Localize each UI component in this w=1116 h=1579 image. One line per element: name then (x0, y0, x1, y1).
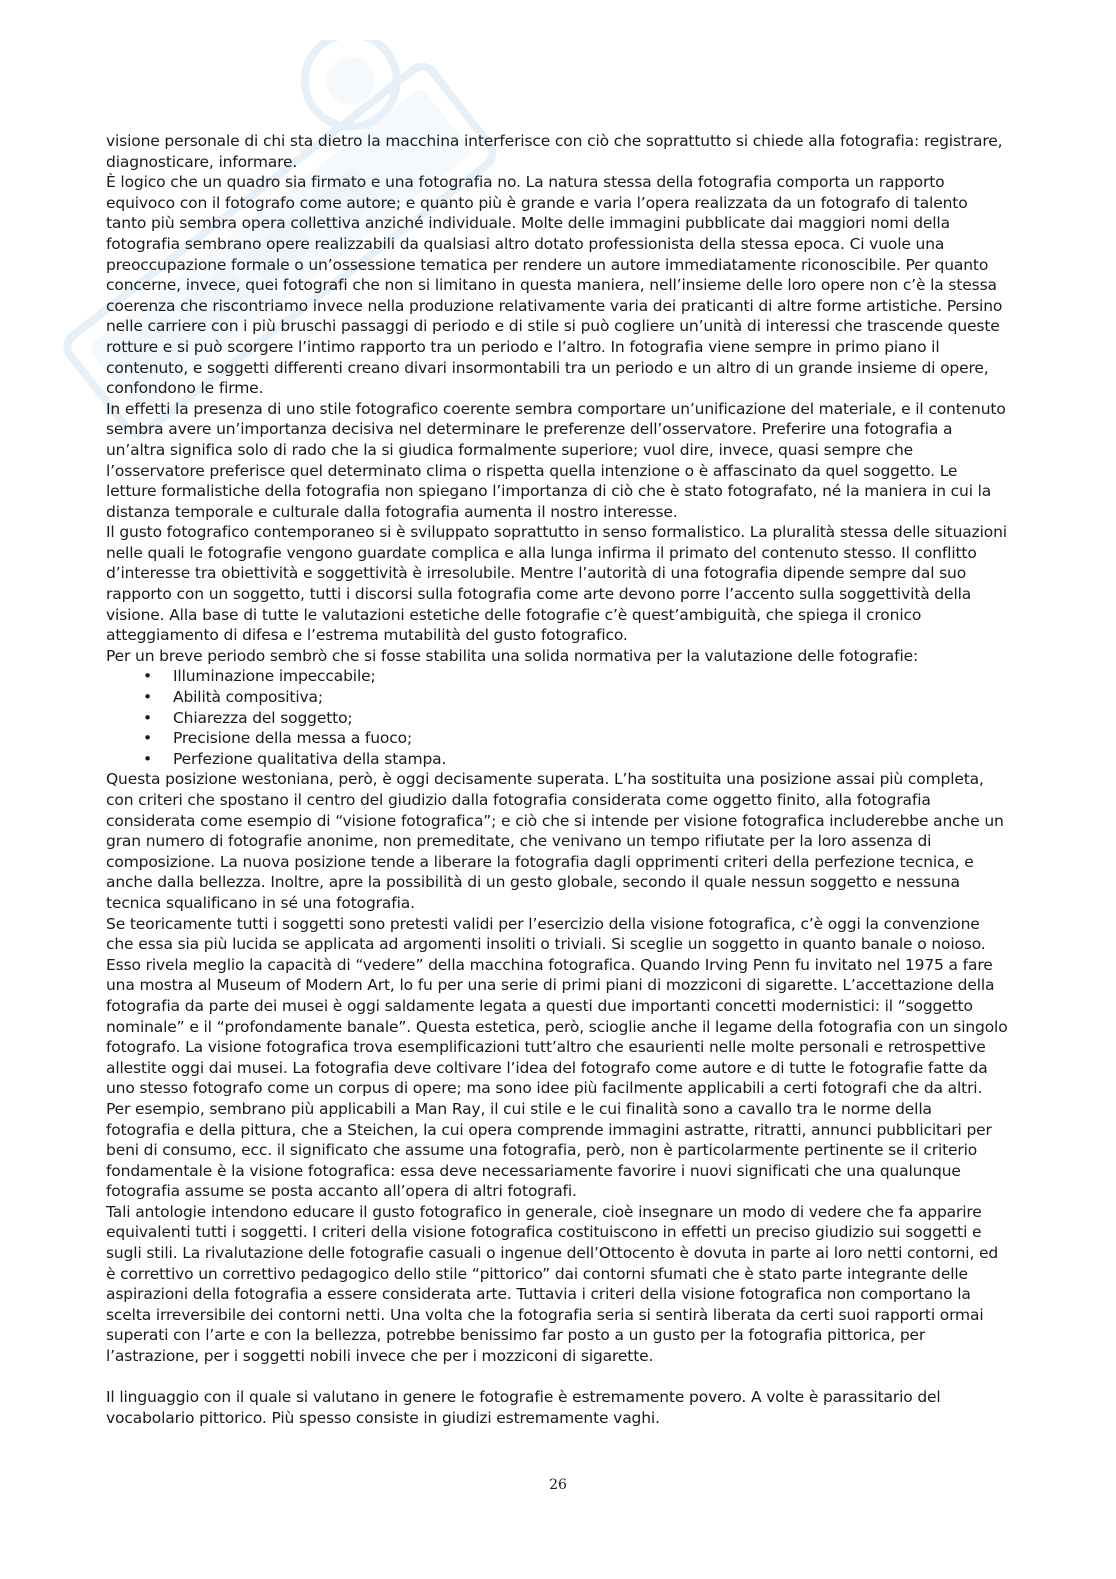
page-number: 26 (549, 1477, 567, 1493)
paragraph: Se teoricamente tutti i soggetti sono pretesti validi per l’esercizio della visione fotografica, c’è oggi la convenzione che essa sia più lucida se applicata ad argomenti insoliti o triviali. Si sceglie un soggetto in quanto banale o noioso. Esso rivela meglio la capacità di “vedere” della macchina fotografica. Quando Irving Penn fu invitato nel 1975 a fare una mostra al Museum of Modern Art, lo fu per una serie di primi piani di mozziconi di sigarette. L’accettazione della fotografia da parte dei musei è oggi saldamente legata a questi due importanti concetti modernistici: il “soggetto nominale” e il “profondamente banale”. Questa estetica, però, scioglie anche il legame della fotografia con un singolo fotografo. La visione fotografica trova esemplificazioni tutt’altro che esaurienti nelle molte personali e retrospettive allestite oggi dai musei. La fotografia deve coltivare l’idea del fotografo come autore e di tutte le fotografie fatte da uno stesso fotografo come un corpus di opere; ma sono idee più facilmente applicabili a certi fotografi che da altri. Per esempio, sembrano più applicabili a Man Ray, il cui stile e le cui finalità sono a cavallo tra le norme della fotografia e della pittura, che a Steichen, la cui opera comprende immagini astratte, ritratti, annunci pubblicitari per beni di consumo, ecc. il significato che assume una fotografia, però, non è particolarmente pertinente se il criterio fondamentale è la visione fotografica: essa deve necessariamente favorire i nuovi significati che una qualunque fotografia assume se posta accanto all’opera di altri fotografi. (106, 914, 1008, 1201)
paragraph: Il gusto fotografico contemporaneo si è sviluppato soprattutto in senso formalistico. La pluralità stessa delle situazioni nelle quali le fotografie vengono guardate complica e alla lunga infirma il primato del contenuto stesso. Il conflitto d’interesse tra obiettività e soggettività è irresolubile. Mentre l’autorità di una fotografia dipende sempre dal suo rapporto con un soggetto, tutti i discorsi sulla fotografia come arte devono porre l’accento sulla soggettività della visione. Alla base di tutte le valutazioni estetiche delle fotografie c’è quest’ambiguità, che spiega il cronico atteggiamento di difesa e l’estrema mutabilità del gusto fotografico. (106, 523, 1007, 645)
criteria-list (106, 666, 1008, 769)
list-item (106, 687, 1008, 708)
list-item (106, 666, 1008, 687)
list-item-text: Perfezione qualitativa della stampa. (173, 749, 447, 768)
paragraph: Tali antologie intendono educare il gusto fotografico in generale, cioè insegnare un modo di vedere che fa apparire equivalenti tutti i soggetti. I criteri della visione fotografica costituiscono in effetti un preciso giudizio sui soggetti e sugli stili. La rivalutazione delle fotografie casuali o ingenue dell’Ottocento è dovuta in parte ai loro netti contorni, ed è correttivo un correttivo pedagogico dello stile “pittorico” dai contorni sfumati che è stato parte integrante delle aspirazioni della fotografia a essere considerata arte. Tuttavia i criteri della visione fotografica non comportano la scelta irreversibile dei contorni netti. Una volta che la fotografia seria si sentirà liberata da certi suoi rapporti ormai superati con l’arte e con la bellezza, potrebbe benissimo far posto a un gusto per la fotografia pittorica, per l’astrazione, per i soggetti nobili invece che per i mozziconi di sigarette. (106, 1202, 999, 1366)
list-item-text: Illuminazione impeccabile; (173, 667, 376, 686)
list-item-text: Abilità compositiva; (173, 688, 323, 707)
paragraph: Per un breve periodo sembrò che si fosse stabilita una solida normativa per la valutazione delle fotografie: (106, 646, 919, 665)
bullet-icon: • (143, 749, 152, 768)
list-item (106, 749, 1008, 770)
bullet-icon: • (143, 688, 152, 707)
bullet-icon: • (143, 729, 152, 748)
document-body (106, 131, 1008, 1428)
list-item (106, 728, 1008, 749)
paragraph: In effetti la presenza di uno stile fotografico coerente sembra comportare un’unificazione del materiale, e il contenuto sembra avere un’importanza decisiva nel determinare le preferenze dell’osservatore. Preferire una fotografia a un’altra significa solo di rado che la si giudica formalmente superiore; vuol dire, invece, quasi sempre che l’osservatore preferisce quel determinato clima o rispetta quella intenzione o è affascinato da quel soggetto. Le letture formalistiche della fotografia non spiegano l’importanza di ciò che è stato fotografato, né la maniera in cui la distanza temporale e culturale dalla fotografia aumenta il nostro interesse. (106, 399, 1006, 521)
paragraph: È logico che un quadro sia firmato e una fotografia no. La natura stessa della fotografia comporta un rapporto equivoco con il fotografo come autore; e quanto più è grande e varia l’opera realizzata da un fotografo di talento tanto più sembra opera collettiva anziché individuale. Molte delle immagini pubblicate dai maggiori nomi della fotografia sembrano opere realizzabili da qualsiasi altro dotato professionista della stessa epoca. Ci vuole una preoccupazione formale o un’ossessione tematica per rendere un autore immediatamente riconoscibile. Per quanto concerne, invece, quei fotografi che non si limitano in questa maniera, nell’insieme delle loro opere non c’è la stessa coerenza che riscontriamo invece nella produzione relativamente varia dei praticanti di altre forme artistiche. Persino nelle carriere con i più bruschi passaggi di periodo e di stile si può cogliere un’unità di interessi che trascende queste rotture e si può scorgere l’intimo rapporto tra un periodo e l’altro. In fotografia viene sempre in primo piano il contenuto, e soggetti differenti creano divari insormontabili tra un periodo e un altro di un grande insieme di opere, confondono le firme. (106, 173, 1003, 398)
bullet-icon: • (143, 667, 152, 686)
paragraph: Questa posizione westoniana, però, è oggi decisamente superata. L’ha sostituita una posizione assai più completa, con criteri che spostano il centro del giudizio dalla fotografia considerata come oggetto finito, alla fotografia considerata come esempio di “visione fotografica”; e ciò che si intende per visione fotografica includerebbe anche un gran numero di fotografie anonime, non premeditate, che venivano un tempo rifiutate per la loro assenza di composizione. La nuova posizione tende a liberare la fotografia dagli opprimenti criteri della perfezione tecnica, e anche dalla bellezza. Inoltre, apre la possibilità di un gesto globale, secondo il quale nessun soggetto e nessuna tecnica squalificano in sé una fotografia. (106, 770, 1004, 912)
list-item (106, 708, 1008, 729)
list-item-text: Chiarezza del soggetto; (173, 708, 353, 727)
bullet-icon: • (143, 708, 152, 727)
list-item-text: Precisione della messa a fuoco; (173, 729, 413, 748)
paragraph: visione personale di chi sta dietro la macchina interferisce con ciò che soprattutto si chiede alla fotografia: registrare, diagnosticare, informare. (106, 132, 1003, 171)
closing-paragraph: Il linguaggio con il quale si valutano in genere le fotografie è estremamente povero. A volte è parassitario del vocabolario pittorico. Più spesso consiste in giudizi estremamente vaghi. (106, 1388, 941, 1427)
